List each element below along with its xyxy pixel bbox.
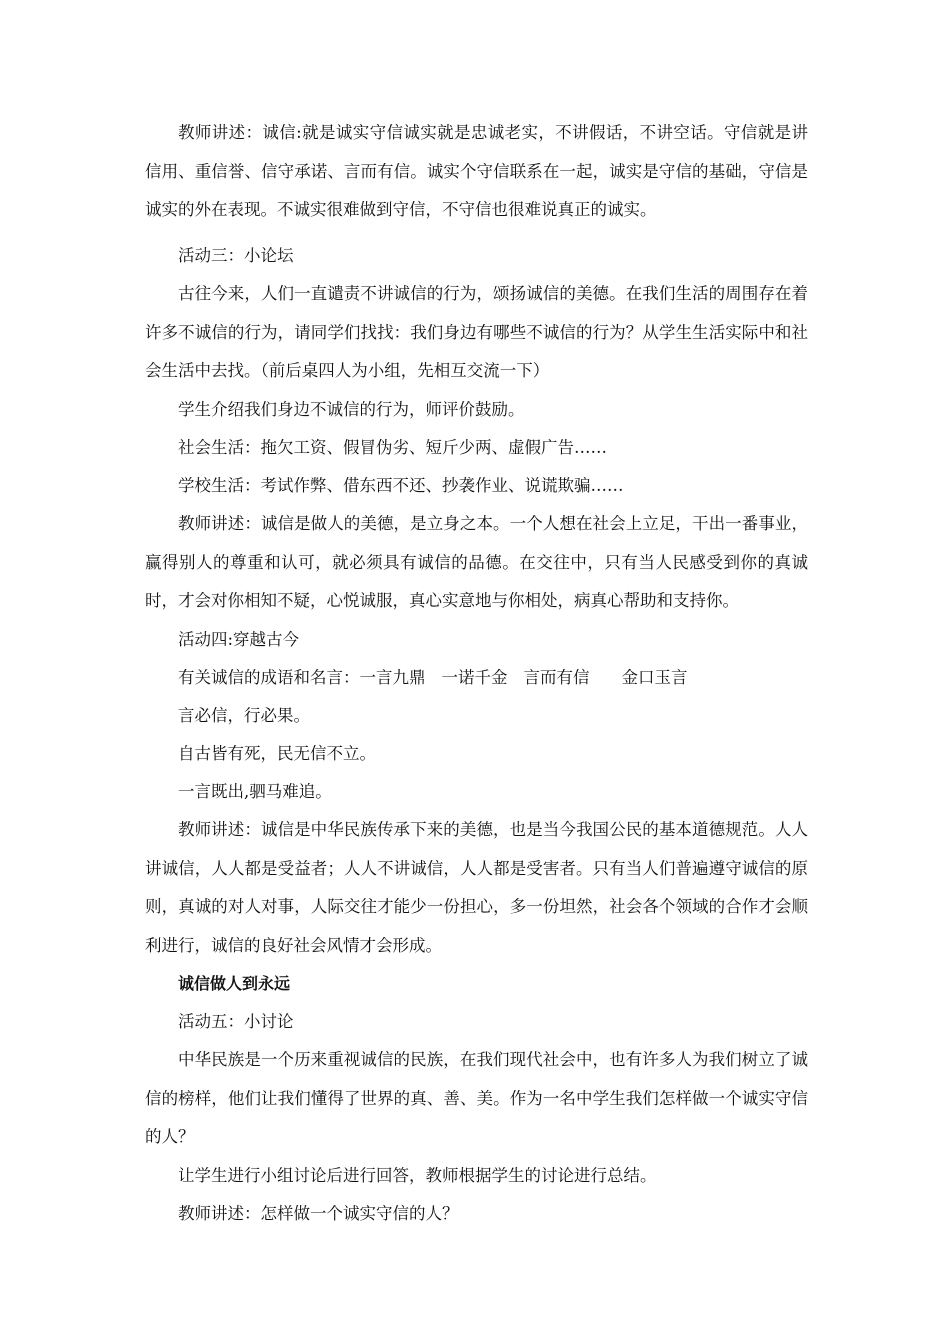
quote-no-trust: 自古皆有死，民无信不立。: [178, 744, 376, 763]
idiom-item: 金口玉言: [621, 668, 688, 687]
paragraph-idioms: [145, 659, 808, 698]
idiom-item: 言而有信: [523, 668, 590, 687]
paragraph-school-life: 学校生活：考试作弊、借东西不还、抄袭作业、说谎欺骗……: [178, 476, 624, 495]
paragraph-teacher-honesty-definition: 教师讲述：诚信:就是诚实守信诚实就是忠诚老实，不讲假话，不讲空话。守信就是讲信用、重信誉、信守承诺、言而有信。诚实个守信联系在一起，诚实是守信的基础，守信是诚实的外在表现。不诚实很难做到守信，不守信也很难说真正的诚实。: [145, 123, 808, 219]
quote-word-spoken: 一言既出,驷马难追。: [178, 782, 332, 801]
paragraph-teacher-question: 教师讲述：怎样做一个诚实守信的人？: [178, 1204, 459, 1223]
idiom-item: 一言九鼎: [359, 668, 426, 687]
paragraph-forum-prompt: 古往今来，人们一直谴责不讲诚信的行为，颂扬诚信的美德。在我们生活的周围存在着许多不诚信的行为，请同学们找找：我们身边有哪些不诚信的行为？从学生生活实际中和社会生活中去找。（前后桌四人为小组，先相互交流一下）: [145, 284, 808, 380]
section-heading: 诚信做人到永远: [178, 974, 291, 993]
paragraph-social-life: 社会生活：拖欠工资、假冒伪劣、短斤少两、虚假广告……: [178, 438, 607, 457]
paragraph-teacher-virtue: 教师讲述：诚信是做人的美德，是立身之本。一个人想在社会上立足，干出一番事业，赢得别人的尊重和认可，就必须具有诚信的品德。在交往中，只有当人民感受到你的真诚时，才会对你相知不疑，心悦诚服，真心实意地与你相处，病真心帮助和支持你。: [145, 514, 808, 610]
paragraph-role-models: 中华民族是一个历来重视诚信的民族，在我们现代社会中，也有许多人为我们树立了诚信的榜样，他们让我们懂得了世界的真、善、美。作为一名中学生我们怎样做一个诚实守信的人？: [145, 1050, 808, 1146]
activity-five-title: 活动五：小讨论: [178, 1012, 294, 1031]
paragraph-student-intro: 学生介绍我们身边不诚信的行为，师评价鼓励。: [178, 400, 525, 419]
paragraph-group-discussion: 让学生进行小组讨论后进行回答，教师根据学生的讨论进行总结。: [178, 1166, 657, 1185]
activity-three-title: 活动三：小论坛: [178, 246, 294, 265]
quote-keep-promise: 言必信，行必果。: [178, 706, 310, 725]
idioms-lead: 有关诚信的成语和名言：: [178, 668, 360, 687]
paragraph-teacher-moral-norm: 教师讲述：诚信是中华民族传承下来的美德，也是当今我国公民的基本道德规范。人人讲诚信，人人都是受益者；人人不讲诚信，人人都是受害者。只有当人们普遍遵守诚信的原则，真诚的对人对事，人际交往才能少一份担心，多一份坦然，社会各个领域的合作才会顺利进行，诚信的良好社会风情才会形成。: [145, 820, 808, 955]
activity-four-title: 活动四:穿越古今: [178, 630, 300, 649]
idiom-item: 一诺千金: [441, 668, 508, 687]
